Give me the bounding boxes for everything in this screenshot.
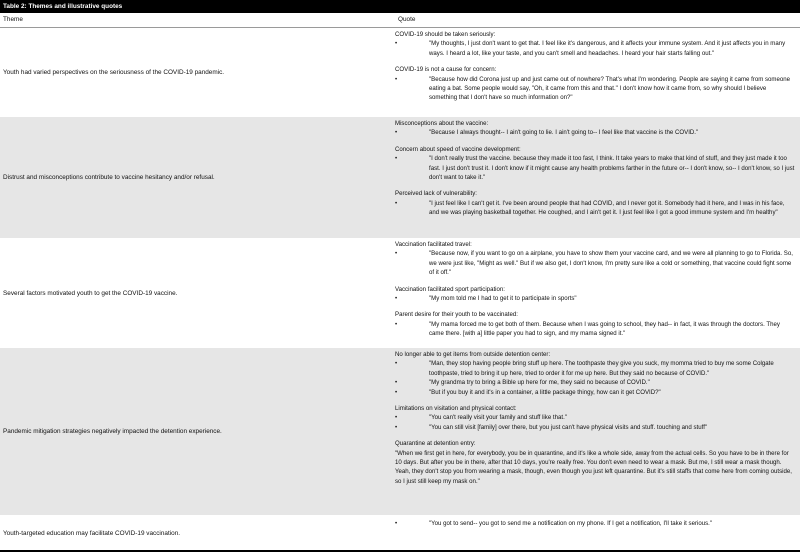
quote-item: • "My mama forced me to get both of them. Because when I was going to school, they had-- in fact, it was through the doctors. They came there. [with a] little paper you had to sign, and my mama signed it.": [395, 320, 796, 339]
quote-item: • "I don't really trust the vaccine. because they made it too fast, I think. It take years to make that kind of stuff, and they just made it too fast. I just don't trust it. I don't know if it might cause any health problems farther in the future or-- I don't know, so-- I don't know, so I just don't want to take it.": [395, 154, 796, 182]
group-spacer: [395, 182, 796, 189]
quote-item: • "Because now, if you want to go on a airplane, you have to show them your vaccine card, and we were all planning to go to Florida. So, we were just like, "Might as well." But if we also get, I don't know, I'm pretty sure like a cold or something, that vaccine could fight some of it off.": [395, 249, 796, 277]
subtheme-heading: COVID-19 should be taken seriously:: [395, 31, 496, 38]
group-spacer: [395, 303, 796, 310]
quote-item: • "You can't really visit your family and stuff like that.": [395, 413, 796, 422]
subtheme-heading: Quarantine at detention entry:: [395, 440, 476, 448]
quote-cell: [392, 238, 800, 348]
group-spacer: [395, 432, 796, 439]
subtheme-heading: No longer able to get items from outside detention center:: [395, 351, 551, 358]
quote-item: • "I just feel like I can't get it. I've been around people that had COVID, and I never got it. Somebody had it here, and I was in his face, and we was playing basketball together. He coughed, and I ain't get it. I just feel like I got a good immune system and I'm healthy": [395, 199, 796, 218]
table-row: [0, 348, 800, 515]
subtheme-heading: Vaccination facilitated travel:: [395, 241, 472, 248]
theme-cell: Distrust and misconceptions contribute to vaccine hesitancy and/or refusal.: [3, 174, 215, 181]
table-row: [0, 515, 800, 552]
subtheme-heading: Misconceptions about the vaccine:: [395, 120, 489, 127]
table-row: [0, 238, 800, 348]
subtheme-heading: Limitations on visitation and physical contact:: [395, 405, 517, 413]
subtheme-heading: COVID-19 is not a cause for concern:: [395, 66, 497, 74]
quote-item: • "You got to send-- you got to send me a notification on my phone. If I get a notification, I'll take it serious.": [395, 519, 796, 528]
theme-cell: Youth-targeted education may facilitate COVID-19 vaccination.: [3, 530, 181, 537]
table-row: [0, 28, 800, 117]
subtheme-heading: Parent desire for their youth to be vaccinated:: [395, 311, 518, 319]
quote-cell: [392, 515, 800, 552]
quote-cell: [392, 117, 800, 238]
quote-item: • "Because I always thought-- I ain't going to lie. I ain't going to-- I feel like that vaccine is the COVID.": [395, 128, 796, 137]
table-body: [0, 28, 800, 552]
quote-item: • "You can still visit [family] over there, but you just can't have physical visits and stuff. touching and stuff": [395, 423, 796, 432]
group-spacer: [395, 397, 796, 404]
subtheme-heading: Perceived lack of vulnerability:: [395, 190, 477, 198]
quote-cell: [392, 348, 800, 515]
quote-item: "When we first get in here, for everybody, you be in quarantine, and it's like a whole side, away from the actual cells. So you have to be in there for 10 days. But after you be in there, after that 10 days, you're really free. You don't even need to wear a mask. But me, I still wear a mask though. Yeah, they don't stop you from wearing a mask, though, even though you just left quarantine. But it's still staffs that come here from coming outside, so I just still keep my mask on.": [395, 449, 792, 485]
quote-item: • "My mom told me I had to get it to participate in sports": [395, 294, 796, 303]
quote-cell: [392, 28, 800, 117]
subtheme-heading: Concern about speed of vaccine development:: [395, 145, 521, 153]
group-spacer: [395, 138, 796, 145]
quote-item: • "Because how did Corona just up and just came out of nowhere? That's what I'm wondering. People are saying it came from someone eating a bat. Some people would say, "Oh, it came from this and that." I don't know how it came from, so why should I believe something that I don't have so much information on?": [395, 75, 796, 103]
group-spacer: [395, 278, 796, 285]
quote-item: • "My grandma try to bring a Bible up here for me, they said no because of COVID.": [395, 378, 796, 387]
table-header: [0, 13, 800, 28]
subtheme-heading: Vaccination facilitated sport participation:: [395, 285, 505, 293]
table-row: [0, 117, 800, 238]
theme-column-header: Theme: [3, 16, 23, 23]
quote-item: • "Man, they stop having people bring stuff up here. The toothpaste they give you suck, my momma tried to buy me some Colgate toothpaste, tried to bring it up here, tried to order it for me up here. But they said no because of COVID.": [395, 359, 796, 378]
theme-cell: Several factors motivated youth to get the COVID-19 vaccine.: [3, 289, 178, 297]
table-title: Table 2: Themes and illustrative quotes: [0, 0, 800, 13]
quote-column-header: Quote: [398, 16, 416, 23]
theme-cell: Pandemic mitigation strategies negatively impacted the detention experience.: [3, 428, 222, 435]
group-spacer: [395, 58, 796, 65]
quote-item: • "But if you buy it and it's in a container, a little package thingy, how can it get COVID?": [395, 388, 796, 397]
theme-cell: Youth had varied perspectives on the seriousness of the COVID-19 pandemic.: [3, 69, 225, 76]
quote-item: • "My thoughts, I just don't want to get that. I feel like it's dangerous, and it affects your immune system. And it just affects you in many ways. I heard a lot, like your taste, and you can't smell and headaches. I heard your hair starts falling out.": [395, 39, 796, 58]
